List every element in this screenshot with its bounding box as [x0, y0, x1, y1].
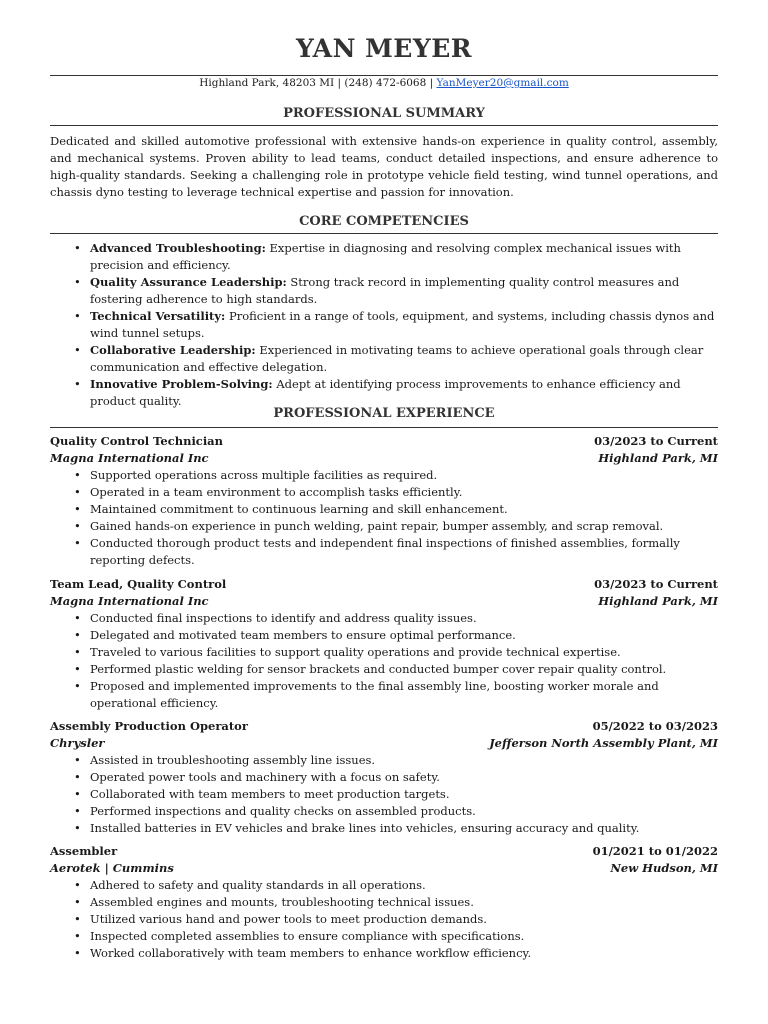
job-bullet: • Conducted thorough product tests and independent final inspections of finished assemblies, formally reporting defects. [50, 535, 718, 569]
job-company: Magna International Inc [50, 594, 209, 608]
competency-text: Strong track record in implementing quality control measures and fostering adherence to high standards. [90, 275, 680, 306]
job-bullet: • Adhered to safety and quality standards in all operations. [50, 877, 718, 894]
email-link[interactable]: YanMeyer20@gmail.com [436, 77, 569, 89]
job-bullet: • Performed plastic welding for sensor brackets and conducted bumper cover repair quality control. [50, 661, 718, 678]
job-company-row [50, 860, 718, 877]
job-header-row [50, 718, 718, 735]
competency-text: Adept at identifying process improvements to enhance efficiency and product quality. [90, 377, 681, 408]
job-bullet: • Operated power tools and machinery with a focus on safety. [50, 769, 718, 786]
job-dates: 03/2023 to Current [594, 434, 718, 448]
job-title: Assembler [50, 844, 118, 858]
competency-text: Expertise in diagnosing and resolving complex mechanical issues with precision and efficiency. [90, 241, 681, 272]
job-header-row [50, 433, 718, 450]
competencies-divider [50, 233, 718, 234]
competency-text: Proficient in a range of tools, equipment, and systems, including chassis dynos and wind tunnel setups. [90, 309, 715, 340]
job-bullets [50, 467, 718, 569]
summary-divider [50, 125, 718, 126]
job-location: Jefferson North Assembly Plant, MI [489, 736, 718, 750]
job-dates: 01/2021 to 01/2022 [592, 844, 718, 858]
job-dates: 05/2022 to 03/2023 [592, 719, 718, 733]
job-bullet: • Utilized various hand and power tools to meet production demands. [50, 911, 718, 928]
competency-label: Collaborative Leadership: [90, 343, 256, 357]
job-location: Highland Park, MI [598, 594, 718, 608]
contact-text: Highland Park, 48203 MI | (248) 472-6068 | [199, 77, 437, 89]
competency-item [50, 240, 718, 274]
job-bullet: • Installed batteries in EV vehicles and brake lines into vehicles, ensuring accuracy and quality. [50, 820, 718, 837]
job-title: Team Lead, Quality Control [50, 577, 227, 591]
job-header-row [50, 576, 718, 593]
competency-item [50, 274, 718, 308]
competency-text: Experienced in motivating teams to achieve operational goals through clear communication and effective delegation. [90, 343, 704, 374]
job-bullet: • Gained hands-on experience in punch welding, paint repair, bumper assembly, and scrap removal. [50, 518, 718, 535]
experience-divider [50, 427, 718, 428]
job-company: Chrysler [50, 736, 105, 750]
job-title: Assembly Production Operator [50, 719, 248, 733]
summary-text: Dedicated and skilled automotive professional with extensive hands-on experience in quality control, assembly, and mechanical systems. Proven ability to lead teams, conduct detailed inspections, and ensure adherence to high-quality standards. Seeking a challenging role in prototype vehicle field testing, wind tunnel operations, and chassis dyno testing to leverage technical expertise and passion for innovation. [50, 134, 718, 199]
job-bullet: • Supported operations across multiple facilities as required. [50, 467, 718, 484]
competency-label: Innovative Problem-Solving: [90, 377, 273, 391]
job-bullet: • Collaborated with team members to meet production targets. [50, 786, 718, 803]
job-bullet: • Delegated and motivated team members to ensure optimal performance. [50, 627, 718, 644]
header-divider [50, 75, 718, 76]
job-title: Quality Control Technician [50, 434, 223, 448]
job-location: Highland Park, MI [598, 451, 718, 465]
job-bullet: • Assisted in troubleshooting assembly line issues. [50, 752, 718, 769]
job-company-row [50, 735, 718, 752]
competency-item [50, 308, 718, 342]
job-header-row [50, 843, 718, 860]
job-bullet: • Worked collaboratively with team members to enhance workflow efficiency. [50, 945, 718, 962]
contact-line [0, 77, 768, 89]
job-bullets [50, 610, 718, 712]
job-bullet: • Performed inspections and quality checks on assembled products. [50, 803, 718, 820]
job-bullet: • Operated in a team environment to accomplish tasks efficiently. [50, 484, 718, 501]
experience-heading: PROFESSIONAL EXPERIENCE [273, 406, 495, 421]
competency-label: Quality Assurance Leadership: [90, 275, 287, 289]
job-bullets [50, 752, 718, 837]
competencies-heading: CORE COMPETENCIES [299, 214, 469, 229]
job-bullet: • Traveled to various facilities to support quality operations and provide technical expertise. [50, 644, 718, 661]
competency-item [50, 342, 718, 376]
job-bullet: • Inspected completed assemblies to ensure compliance with specifications. [50, 928, 718, 945]
job-entry-quality-control-technician [50, 433, 718, 569]
job-dates: 03/2023 to Current [594, 577, 718, 591]
job-company-row [50, 593, 718, 610]
job-company: Aerotek | Cummins [50, 861, 174, 875]
competencies-list [50, 240, 718, 410]
competency-item [50, 376, 718, 410]
candidate-name: YAN MEYER [295, 34, 473, 63]
job-entry-team-lead [50, 576, 718, 712]
competency-label: Technical Versatility: [90, 309, 226, 323]
job-entry-assembly-production-operator [50, 718, 718, 837]
job-company-row [50, 450, 718, 467]
job-bullet: • Proposed and implemented improvements to the final assembly line, boosting worker morale and operational efficiency. [50, 678, 718, 712]
job-bullet: • Maintained commitment to continuous learning and skill enhancement. [50, 501, 718, 518]
competency-label: Advanced Troubleshooting: [90, 241, 266, 255]
summary-heading: PROFESSIONAL SUMMARY [283, 106, 485, 121]
job-bullets [50, 877, 718, 962]
job-bullet: • Conducted final inspections to identify and address quality issues. [50, 610, 718, 627]
job-location: New Hudson, MI [610, 861, 718, 875]
job-bullet: • Assembled engines and mounts, troubleshooting technical issues. [50, 894, 718, 911]
job-company: Magna International Inc [50, 451, 209, 465]
job-entry-assembler [50, 843, 718, 962]
